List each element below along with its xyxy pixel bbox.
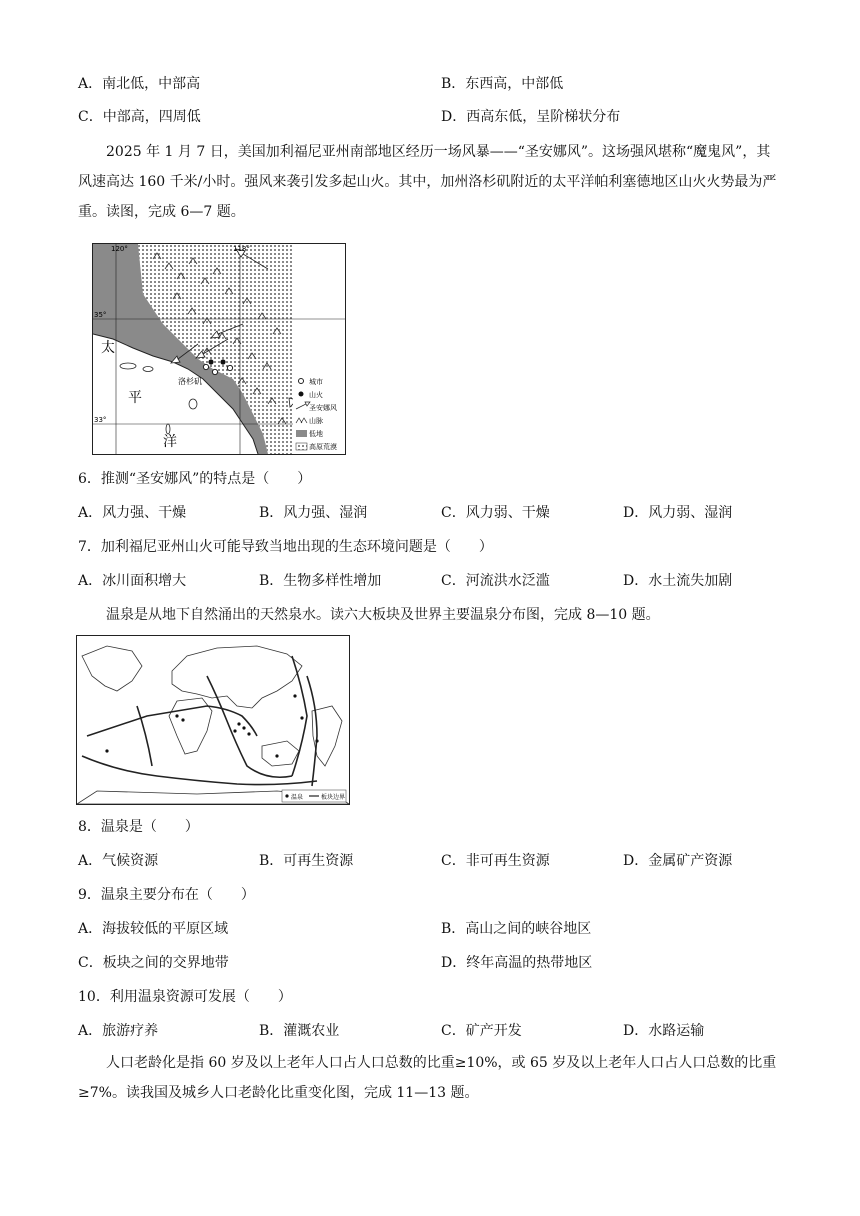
q9-option-a: A．海拔较低的平原区域: [78, 921, 229, 937]
intro-11-13: 人口老龄化是指 60 岁及以上老年人口占人口总数的比重≥10%，或 65 岁及以上老年人口占人口总数的比重≥7%。读我国及城乡人口老龄化比重变化图，完成 11—13 题。: [78, 1055, 777, 1101]
q6-option-b: B．风力强、湿润: [259, 505, 368, 521]
intro-6-7: 2025 年 1 月 7 日，美国加利福尼亚州南部地区经历一场风暴——“圣安娜风”。这场强风堪称“魔鬼风”，其风速高达 160 千米/小时。强风来袭引发多起山火。其中，加州洛杉矶附近的太平洋帕利塞德地区山火火势最为严重。读图，完成 6—7 题。: [78, 144, 777, 220]
q5-option-b: B．东西高，中部低: [441, 76, 564, 92]
california-map: [92, 243, 346, 455]
q5-option-a: A．南北低，中部高: [78, 76, 201, 92]
q8-stem: 8．温泉是（ ）: [78, 819, 199, 835]
q7-option-d: D．水土流失加剧: [623, 573, 733, 589]
intro-8-10: 温泉是从地下自然涌出的天然泉水。读六大板块及世界主要温泉分布图，完成 8—10 题。: [106, 607, 660, 623]
svg-text:温泉: 温泉: [291, 794, 304, 801]
q6-option-d: D．风力弱、湿润: [623, 505, 733, 521]
q9-stem: 9．温泉主要分布在（ ）: [78, 887, 255, 903]
city-label: 洛杉矶: [178, 377, 202, 386]
lon-120-label: 120°: [111, 245, 128, 253]
q10-option-a: A．旅游疗养: [78, 1023, 159, 1039]
q6-stem: 6．推测“圣安娜风”的特点是（ ）: [78, 471, 312, 487]
q8-option-d: D．金属矿产资源: [623, 853, 733, 869]
q6-option-c: C．风力弱、干燥: [441, 505, 550, 521]
svg-text:山脉: 山脉: [309, 417, 323, 425]
q5-option-d: D．西高东低，呈阶梯状分布: [441, 109, 621, 125]
q6-option-a: A．风力强、干燥: [78, 505, 187, 521]
svg-text:城市: 城市: [309, 378, 323, 386]
map-legend: [293, 369, 345, 454]
q10-stem: 10．利用温泉资源可发展（ ）: [78, 989, 292, 1005]
q10-option-c: C．矿产开发: [441, 1023, 522, 1039]
svg-text:圣安娜风: 圣安娜风: [309, 404, 337, 412]
q7-option-a: A．冰川面积增大: [78, 573, 187, 589]
q7-option-c: C．河流洪水泛滥: [441, 573, 550, 589]
ocean-char-1: 太: [101, 340, 115, 356]
q5-option-c: C．中部高，四周低: [78, 109, 201, 125]
plates-legend: [282, 790, 346, 802]
q9-option-c: C．板块之间的交界地带: [78, 955, 229, 971]
q7-stem: 7．加利福尼亚州山火可能导致当地出现的生态环境问题是（ ）: [78, 539, 493, 555]
svg-text:山火: 山火: [309, 391, 323, 399]
world-plates-map: [76, 635, 350, 805]
ocean-char-2: 平: [128, 390, 142, 406]
lat-35-label: 35°: [94, 311, 107, 319]
ocean-char-3: 洋: [163, 434, 177, 450]
q10-option-b: B．灌溉农业: [259, 1023, 340, 1039]
q8-option-a: A．气候资源: [78, 853, 159, 869]
svg-text:低地: 低地: [309, 430, 323, 438]
lat-33-label: 33°: [94, 416, 107, 424]
q10-option-d: D．水路运输: [623, 1023, 705, 1039]
svg-text:板块边界: 板块边界: [321, 794, 346, 801]
q9-option-d: D．终年高温的热带地区: [441, 955, 593, 971]
q8-option-b: B．可再生资源: [259, 853, 354, 869]
svg-text:高原荒漠: 高原荒漠: [309, 443, 337, 451]
lon-118-label: 118°: [233, 245, 250, 253]
q9-option-b: B．高山之间的峡谷地区: [441, 921, 592, 937]
q8-option-c: C．非可再生资源: [441, 853, 550, 869]
q7-option-b: B．生物多样性增加: [259, 573, 382, 589]
